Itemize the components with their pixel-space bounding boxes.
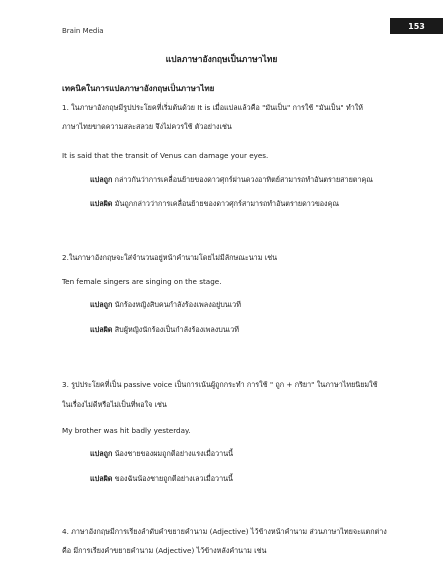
correct-label: แปลถูก xyxy=(90,175,113,184)
wrong-label: แปลผิด xyxy=(90,474,113,483)
point-1-correct xyxy=(90,175,443,185)
point-3-example: My brother was hit badly yesterday. xyxy=(62,426,191,435)
point-3-line-1: 3. รูปประโยคที่เป็น passive voice เป็นการเน้นผู้ถูกกระทำ การใช้ " ถูก + กริยา" ในภาษาไทยนิยมใช้ xyxy=(62,380,378,389)
correct-translation: น้องชายของผมถูกตีอย่างแรงเมื่อวานนี้ xyxy=(114,449,234,458)
wrong-label: แปลผิด xyxy=(90,199,113,208)
point-1-line-2: ภาษาไทยขาดความสละสลวย จึงไม่ควรใช้ ตัวอย่างเช่น xyxy=(62,122,232,131)
point-2-line-1: 2.ในภาษาอังกฤษจะใส่จำนวนอยู่หน้าคำนามโดยไม่มีลักษณะนาม เช่น xyxy=(62,253,277,262)
point-4-line-2: คือ มีการเรียงคำขยายคำนาม (Adjective) ไว้ข้างหลังคำนาม เช่น xyxy=(62,546,267,555)
wrong-translation: มันถูกกล่าวว่าการเคลื่อนย้ายของดาวศุกร์สามารถทำอันตรายดาวของคุณ xyxy=(114,199,340,208)
page-title: แปลภาษาอังกฤษเป็นภาษาไทย xyxy=(165,55,278,65)
correct-label: แปลถูก xyxy=(90,300,113,309)
point-3-correct xyxy=(90,449,443,459)
point-3-line-2: ในเรื่องไม่ดีหรือไม่เป็นที่พอใจ เช่น xyxy=(62,400,167,409)
point-1-example: It is said that the transit of Venus can damage your eyes. xyxy=(62,151,269,160)
point-2-wrong xyxy=(90,325,443,335)
point-3-wrong xyxy=(90,474,443,484)
correct-translation: นักร้องหญิงสิบคนกำลังร้องเพลงอยู่บนเวที xyxy=(114,300,241,309)
correct-label: แปลถูก xyxy=(90,449,113,458)
publisher-name: Brain Media xyxy=(62,27,104,35)
point-2-example: Ten female singers are singing on the stage. xyxy=(62,277,222,286)
correct-translation: กล่าวกันว่าการเคลื่อนย้ายของดาวศุกร์ผ่านดวงอาทิตย์สามารถทำอันตรายสายตาคุณ xyxy=(114,175,373,184)
point-4-line-1: 4. ภาษาอังกฤษมีการเรียงลำดับคำขยายคำนาม (Adjective) ไว้ข้างหน้าคำนาม ส่วนภาษาไทยจะแตกต่าง xyxy=(62,527,387,536)
wrong-translation: ของฉันน้องชายถูกตีอย่างเลวเมื่อวานนี้ xyxy=(114,474,233,483)
point-2-correct xyxy=(90,300,443,310)
wrong-label: แปลผิด xyxy=(90,325,113,334)
point-1-wrong xyxy=(90,199,443,209)
section-heading: เทคนิคในการแปลภาษาอังกฤษเป็นภาษาไทย xyxy=(62,84,215,93)
point-1-line-1: 1. ในภาษาอังกฤษมีรูปประโยคที่เริ่มต้นด้วย It is เมื่อแปลแล้วคือ "มันเป็น" การใช้ "มันเป็น" ทำให้ xyxy=(62,103,364,112)
page-number-badge: 153 xyxy=(390,18,443,34)
wrong-translation: สิบผู้หญิงนักร้องเป็นกำลังร้องเพลงบนเวที xyxy=(114,325,240,334)
